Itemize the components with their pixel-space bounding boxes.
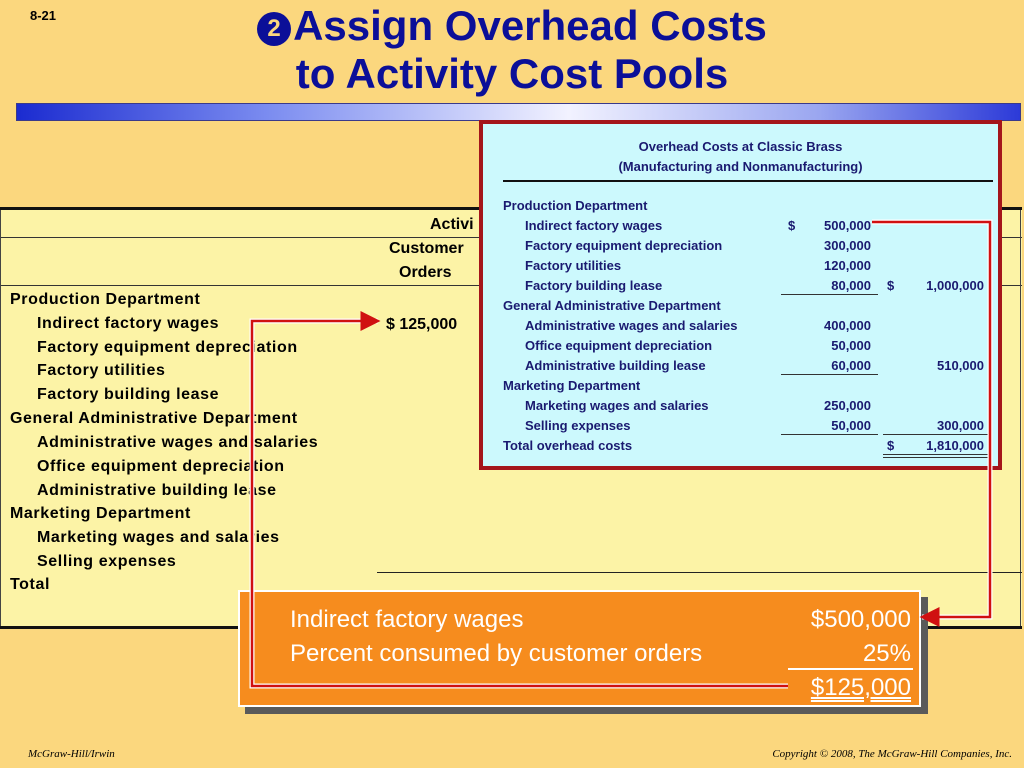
footer-publisher: McGraw-Hill/Irwin (28, 748, 115, 760)
callout-value-wages: $500,000 (810, 606, 911, 633)
overhead-row-label: Marketing wages and salaries (525, 398, 709, 413)
worksheet-row: Administrative wages and salaries (37, 434, 319, 451)
overhead-row-label: Administrative building lease (525, 358, 706, 373)
footer-copyright: Copyright © 2008, The McGraw-Hill Companies, Inc. (772, 748, 1012, 760)
overhead-row-total-label: Total overhead costs (503, 438, 633, 453)
overhead-subtotal: 1,000,000 (926, 278, 984, 293)
worksheet-row-total: Total (10, 576, 51, 593)
overhead-subtotal: 510,000 (937, 358, 984, 373)
overhead-table-title: Overhead Costs at Classic Brass (638, 139, 843, 154)
worksheet-indirect-wages-value: $ 125,000 (386, 316, 458, 333)
slide-number: 8-21 (30, 8, 57, 23)
overhead-amount: 250,000 (824, 398, 871, 413)
overhead-currency: $ (887, 278, 895, 293)
overhead-row-label: Administrative wages and salaries (525, 318, 738, 333)
overhead-amount: 500,000 (824, 218, 871, 233)
overhead-currency: $ (887, 438, 895, 453)
overhead-amount: 400,000 (824, 318, 871, 333)
overhead-row-label: Marketing Department (503, 378, 641, 393)
title-line-2: to Activity Cost Pools (295, 50, 729, 97)
callout-value-percent: 25% (862, 640, 911, 667)
title-line-1: 2 Assign Overhead Costs (0, 2, 1024, 50)
worksheet-row: Administrative building lease (37, 482, 277, 499)
overhead-row-label: Factory utilities (525, 258, 622, 273)
worksheet-row: Office equipment depreciation (37, 458, 285, 475)
callout-label-percent: Percent consumed by customer orders (290, 640, 703, 667)
overhead-row-label: General Administrative Department (503, 298, 721, 313)
calculation-callout (238, 590, 921, 707)
overhead-currency: $ (788, 218, 796, 233)
worksheet-row: Factory equipment depreciation (37, 339, 298, 356)
overhead-amount: 60,000 (831, 358, 871, 373)
overhead-row-label: Production Department (503, 198, 648, 213)
worksheet-row: Production Department (10, 291, 201, 308)
worksheet-row: Marketing wages and salaries (37, 529, 280, 546)
overhead-table-subtitle: (Manufacturing and Nonmanufacturing) (618, 159, 863, 174)
worksheet-row: Selling expenses (37, 553, 177, 570)
overhead-row-label: Indirect factory wages (525, 218, 663, 233)
worksheet-row: Factory building lease (37, 386, 220, 403)
overhead-subtotal: 300,000 (937, 418, 984, 433)
overhead-amount: 50,000 (831, 418, 871, 433)
worksheet-row: Marketing Department (10, 505, 191, 522)
callout-result: $125,000 (810, 674, 911, 701)
overhead-row-label: Office equipment depreciation (525, 338, 713, 353)
worksheet-row: Factory utilities (37, 362, 166, 379)
overhead-amount: 50,000 (831, 338, 871, 353)
title-divider-bar (16, 103, 1021, 121)
overhead-row-label: Selling expenses (525, 418, 631, 433)
worksheet-header-customer: Customer (389, 240, 464, 257)
slide-title (0, 2, 1024, 98)
overhead-amount: 300,000 (824, 238, 871, 253)
numbered-bullet-icon: 2 (257, 12, 291, 46)
worksheet-header-activity: Activi (430, 216, 474, 233)
overhead-row-label: Factory building lease (525, 278, 663, 293)
callout-label-wages: Indirect factory wages (290, 606, 524, 633)
worksheet-row: General Administrative Department (10, 410, 298, 427)
overhead-row-label: Factory equipment depreciation (525, 238, 723, 253)
worksheet-row: Indirect factory wages (37, 315, 220, 332)
overhead-amount: 80,000 (831, 278, 871, 293)
overhead-amount: 120,000 (824, 258, 871, 273)
overhead-grand-total: 1,810,000 (926, 438, 984, 453)
worksheet-header-orders: Orders (399, 264, 452, 281)
overhead-costs-table (479, 120, 1002, 470)
